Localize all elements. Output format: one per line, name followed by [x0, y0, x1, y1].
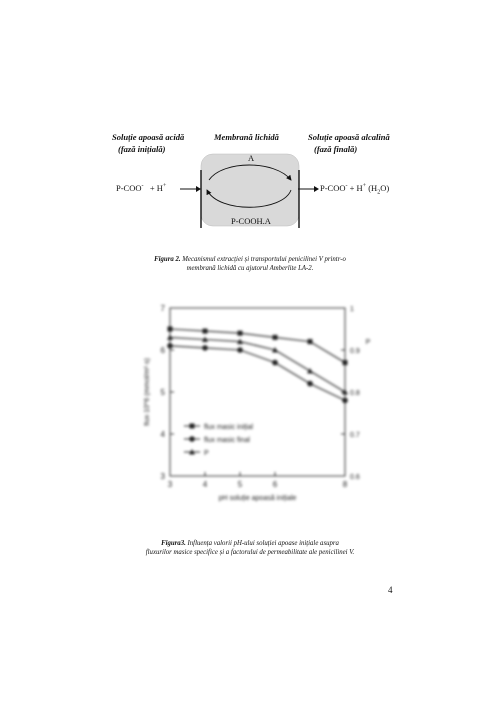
- x-tick-label: 5: [237, 480, 243, 489]
- y2-tick-label: 0.7: [350, 432, 360, 439]
- fig2-right-reaction: [320, 183, 389, 196]
- fig3-caption-bold: Figura3.: [161, 540, 186, 547]
- series-point: [167, 343, 173, 349]
- series-point: [202, 345, 208, 351]
- fig2-label-a: A: [248, 153, 255, 163]
- right-reaction-sub: 2: [377, 189, 381, 196]
- y-tick-label: 4: [160, 430, 165, 439]
- series-point: [307, 381, 313, 387]
- y2-tick-label: 0.9: [350, 348, 360, 355]
- right-reaction-part3: (H: [368, 183, 378, 193]
- fig2-left-reaction: [116, 183, 166, 193]
- y2-tick-label: 1: [350, 306, 354, 313]
- x-axis-label: pH soluție apoasă inițiale: [218, 495, 297, 502]
- fig2-caption-bold: Figura 2.: [154, 256, 181, 263]
- series-point: [342, 398, 348, 404]
- y-tick-label: 3: [160, 472, 165, 481]
- x-tick-label: 6: [272, 480, 278, 489]
- legend-label: flux masic inițial: [204, 424, 254, 431]
- series-point: [168, 327, 173, 332]
- left-reaction-sup2: +: [162, 183, 167, 190]
- fig2-label-pcooha: P-COOH.A: [231, 216, 271, 226]
- legend-label: P: [204, 450, 209, 457]
- left-reaction-part1: P-COO: [116, 183, 142, 193]
- series-point: [273, 335, 278, 340]
- series-point: [308, 339, 313, 344]
- fig2-right-header-2: (fază finală): [314, 144, 358, 154]
- y-tick-label: 6: [160, 346, 165, 355]
- legend-marker: [189, 436, 195, 442]
- fig3-caption-line1: Influența valorii pH-ului soluției apoase inițiale asupra: [187, 540, 339, 547]
- fig2-caption-line1: Mecanismul extracției și transportului penicilinei V printr-o: [182, 256, 346, 263]
- series-point: [272, 360, 278, 366]
- y2-tick-label: 0.6: [350, 474, 360, 481]
- series-point: [343, 360, 348, 365]
- y-tick-label: 5: [160, 388, 165, 397]
- left-reaction-sup: -: [141, 183, 144, 190]
- right-reaction-sup: -: [345, 183, 348, 190]
- x-tick-label: 4: [202, 480, 208, 489]
- legend-marker: [190, 424, 195, 429]
- series-point: [203, 329, 208, 334]
- fig3-caption: [100, 539, 400, 557]
- right-reaction-sup2: +: [362, 183, 367, 190]
- x-tick-label: 8: [342, 480, 348, 489]
- series-point: [307, 368, 313, 374]
- flux-chart: [140, 298, 378, 510]
- y2-tick-label: 0.8: [350, 390, 360, 397]
- left-reaction-part2: + H: [149, 183, 163, 193]
- y2-axis-label: P: [365, 339, 371, 346]
- fig3-caption-line2: fluxurilor masice specifice și a factorului de permeabilitate ale penicilinei V.: [145, 549, 355, 556]
- right-reaction-part1: P-COO: [320, 183, 346, 193]
- series-point: [238, 331, 243, 336]
- x-tick-label: 3: [167, 480, 173, 489]
- fig2-right-header-1: Soluție apoasă alcalină: [308, 132, 390, 142]
- fig2-mid-header: Membrană lichidă: [214, 132, 279, 142]
- fig2-caption: [100, 255, 400, 273]
- fig2-left-header-2: (fază inițială): [118, 144, 166, 154]
- y-tick-label: 7: [160, 304, 165, 313]
- fig2-left-header-1: Soluție apoasă acidă: [112, 132, 185, 142]
- right-reaction-part4: O): [380, 183, 390, 193]
- y-axis-label: flux·10^6 (mmol/m²·s): [144, 358, 151, 426]
- fig2-caption-line2: membrană lichidă cu ajutorul Amberlite LA-2.: [186, 265, 314, 272]
- left-arrow-icon: [180, 184, 202, 194]
- right-reaction-part2: + H: [349, 183, 363, 193]
- legend-label: flux masic final: [204, 437, 250, 444]
- series-line: [170, 337, 345, 392]
- page-number: 4: [388, 585, 393, 595]
- series-point: [237, 347, 243, 353]
- right-arrow-icon: [298, 184, 320, 194]
- plot-frame: [170, 308, 345, 476]
- series-line: [170, 346, 345, 401]
